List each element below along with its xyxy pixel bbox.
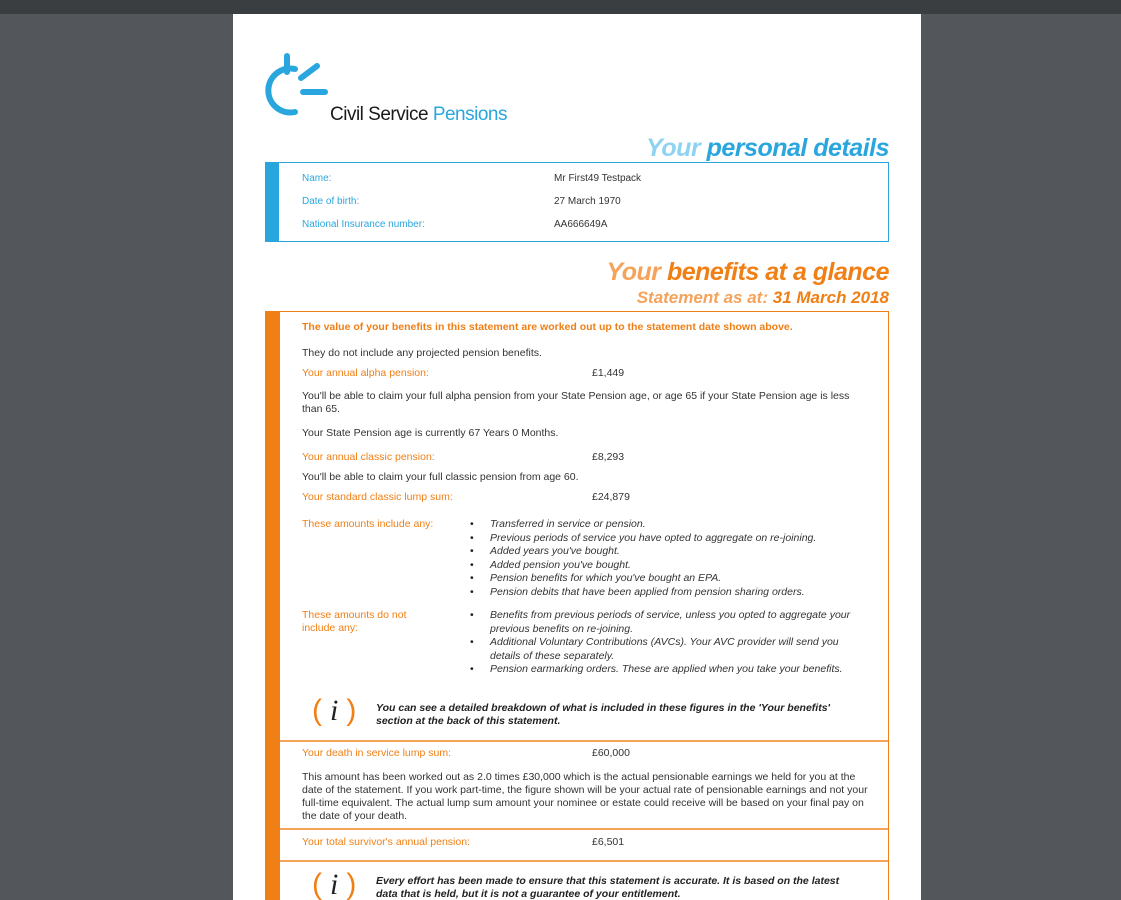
death-row — [302, 747, 862, 760]
detail-value: 27 March 1970 — [554, 196, 621, 207]
benefits-box — [265, 311, 889, 900]
classic-row — [302, 451, 862, 464]
statement-date — [637, 288, 889, 308]
heading-your: Your — [646, 134, 701, 162]
intro-text: They do not include any projected pension benefits. — [302, 347, 542, 359]
list-item: • Additional Voluntary Contributions (AVCs). Your AVC provider will send you details of these separately. — [470, 636, 860, 663]
civil-service-pensions-logo — [265, 52, 525, 132]
alpha-note: You'll be able to claim your full alpha pension from your State Pension age, or age 65 if your State Pension age is less than 65. — [302, 390, 850, 415]
detail-label: Name: — [302, 173, 332, 184]
statement-date-value: 31 March 2018 — [772, 288, 889, 307]
info-icon: ( i ) — [312, 694, 357, 727]
heading-personal-details: personal details — [706, 134, 889, 162]
list-item: • Pension benefits for which you've bought an EPA. — [470, 572, 870, 586]
section-divider — [280, 828, 888, 830]
detail-label: National Insurance number: — [302, 219, 425, 230]
death-label: Your death in service lump sum: — [302, 747, 452, 759]
detail-label: Date of birth: — [302, 196, 360, 207]
benefits-heading — [606, 258, 889, 287]
exclude-label: These amounts do not include any: — [302, 609, 407, 634]
alpha-value: £1,449 — [592, 367, 625, 379]
list-item: • Pension debits that have been applied from pension sharing orders. — [470, 586, 870, 600]
survivor-value: £6,501 — [592, 836, 625, 848]
document-page — [233, 14, 921, 900]
list-item: • Pension earmarking orders. These are applied when you take your benefits. — [470, 663, 860, 677]
classic-label: Your annual classic pension: — [302, 451, 435, 463]
info-icon: ( i ) — [312, 868, 357, 900]
info-accuracy-text: Every effort has been made to ensure that this statement is accurate. It is based on the latest data that is held, but it is not a guarantee of your entitlement. — [376, 875, 840, 900]
intro-bold: The value of your benefits in this statement are worked out up to the statement date shown above. — [302, 321, 793, 333]
alpha-label: Your annual alpha pension: — [302, 367, 429, 379]
info-breakdown-text: You can see a detailed breakdown of what is included in these figures in the 'Your benefits' section at the back of this statement. — [376, 702, 831, 727]
sun-logo-icon — [265, 52, 335, 127]
spa-note: Your State Pension age is currently 67 Years 0 Months. — [302, 427, 559, 439]
detail-value: AA666649A — [554, 219, 608, 230]
personal-details-box — [265, 162, 889, 242]
detail-value: Mr First49 Testpack — [554, 173, 642, 184]
list-item: • Transferred in service or pension. — [470, 518, 870, 532]
personal-details-heading — [646, 134, 889, 163]
benefits-accent-bar — [266, 312, 280, 900]
lump-row — [302, 491, 862, 504]
lump-label: Your standard classic lump sum: — [302, 491, 453, 503]
lump-value: £24,879 — [592, 491, 630, 503]
logo-civil-service: Civil Service — [330, 104, 429, 125]
section-divider — [280, 740, 888, 742]
death-note: This amount has been worked out as 2.0 times £30,000 which is the actual pensionable earnings we held for you at the date of the statement. If you work part-time, the figure shown will be your actual rate of pensionable earnings and not your full-time equivalent. The actual lump sum amount your nominee or estate could receive will be based on your final pay on the date of your death. — [302, 771, 868, 822]
logo-wordmark — [330, 104, 507, 126]
list-item: • Benefits from previous periods of service, unless you opted to aggregate your previous benefits on re-joining. — [470, 609, 860, 636]
list-item: • Added pension you've bought. — [470, 559, 870, 573]
list-item: • Previous periods of service you have opted to aggregate on re-joining. — [470, 532, 870, 546]
classic-note: You'll be able to claim your full classic pension from age 60. — [302, 471, 579, 483]
section-divider — [280, 860, 888, 862]
heading-benefits-at-a-glance: benefits at a glance — [666, 258, 889, 286]
viewer-toolbar — [0, 0, 1121, 14]
exclude-list — [470, 609, 860, 677]
alpha-row — [302, 367, 862, 380]
details-accent-bar — [266, 163, 279, 241]
list-item: • Added years you've bought. — [470, 545, 870, 559]
logo-pensions: Pensions — [432, 104, 507, 125]
heading-your: Your — [606, 258, 661, 286]
include-label: These amounts include any: — [302, 518, 434, 530]
classic-value: £8,293 — [592, 451, 625, 463]
include-list — [470, 518, 870, 600]
survivor-label: Your total survivor's annual pension: — [302, 836, 470, 848]
death-value: £60,000 — [592, 747, 630, 759]
statement-date-label: Statement as at: — [636, 288, 769, 307]
survivor-row — [302, 836, 862, 849]
